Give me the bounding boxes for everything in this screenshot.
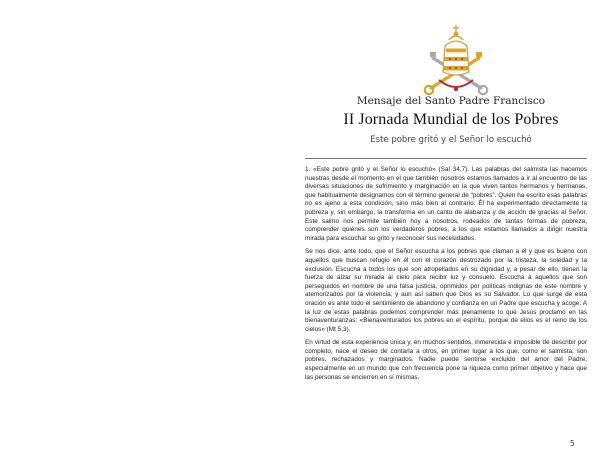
page-number: 5 (570, 439, 575, 448)
body-paragraph: En virtud de esta experiencia única y, en muchos sentidos, inmerecida e imposible de describir por completo, nace el deseo de contarla a otros, en primer lugar a los que, como el salmista, son pobres, rechazados y marginados. Nadie puede sentirse excluido del amor del Padre, especialmente en un mundo que con frecuencia pone la riqueza como primer objetivo y hace que las personas se encierren en sí mismas. (305, 339, 587, 381)
page-subtitle: Este pobre gritó y el Señor lo escuchó (370, 135, 532, 145)
papal-coat-of-arms-icon (421, 22, 491, 96)
page-title: II Jornada Mundial de los Pobres (343, 111, 559, 128)
body-paragraph: 1. «Este pobre gritó y el Señor lo escuchó» (Sal 34,7). Las palabras del salmista las hacemos nuestras desde el momento en el que también nosotros estamos llamados a ir al encuentro de las diversas situaciones de sufrimiento y marginación en la que viven tantos hermanos y hermanas, que habitualmente designamos con el término general de “pobres”. Quien ha escrito esas palabras no es ajeno a esta condición, sino más bien al contrario. Él ha experimentado directamente la pobreza y, sin embargo, la transforma en un canto de alabanza y de acción de gracias al Señor. Este salmo nos permite también hoy a nosotros, rodeados de tantas formas de pobreza, comprender quiénes son los verdaderos pobres, a los que estamos llamados a dirigir nuestra mirada para escuchar su grito y reconocer sus necesidades. (305, 166, 587, 242)
message-body (305, 166, 587, 387)
papal-tiara-icon (443, 25, 469, 75)
body-paragraph: Se nos dice, ante todo, que el Señor escucha a los pobres que claman a él y que es bueno con aquellos que buscan refugio en él con el corazón destrozado por la tristeza, la soledad y la exclusión. Escucha a todos los que son atropellados en su dignidad y, a pesar de ello, tienen la fuerza de alzar su mirada al cielo para recibir luz y consuelo. Escucha a aquellos que son perseguidos en nombre de una falsa justicia, oprimidos por políticas indignas de este nombre y atemorizados por la violencia; y aun así saben que Dios es su Salvador. Lo que surge de esta oración es ante todo el sentimiento de abandono y confianza en un Padre que escucha y acoge. A la luz de estas palabras podemos comprender más plenamente lo que Jesús proclamó en las bienaventuranzas: «Bienaventurados los pobres en el espíritu, porque de ellos es el reino de los cielos» (Mt 5,3). (305, 248, 587, 333)
header-divider (305, 158, 587, 159)
message-kicker: Mensaje del Santo Padre Francisco (356, 95, 546, 107)
